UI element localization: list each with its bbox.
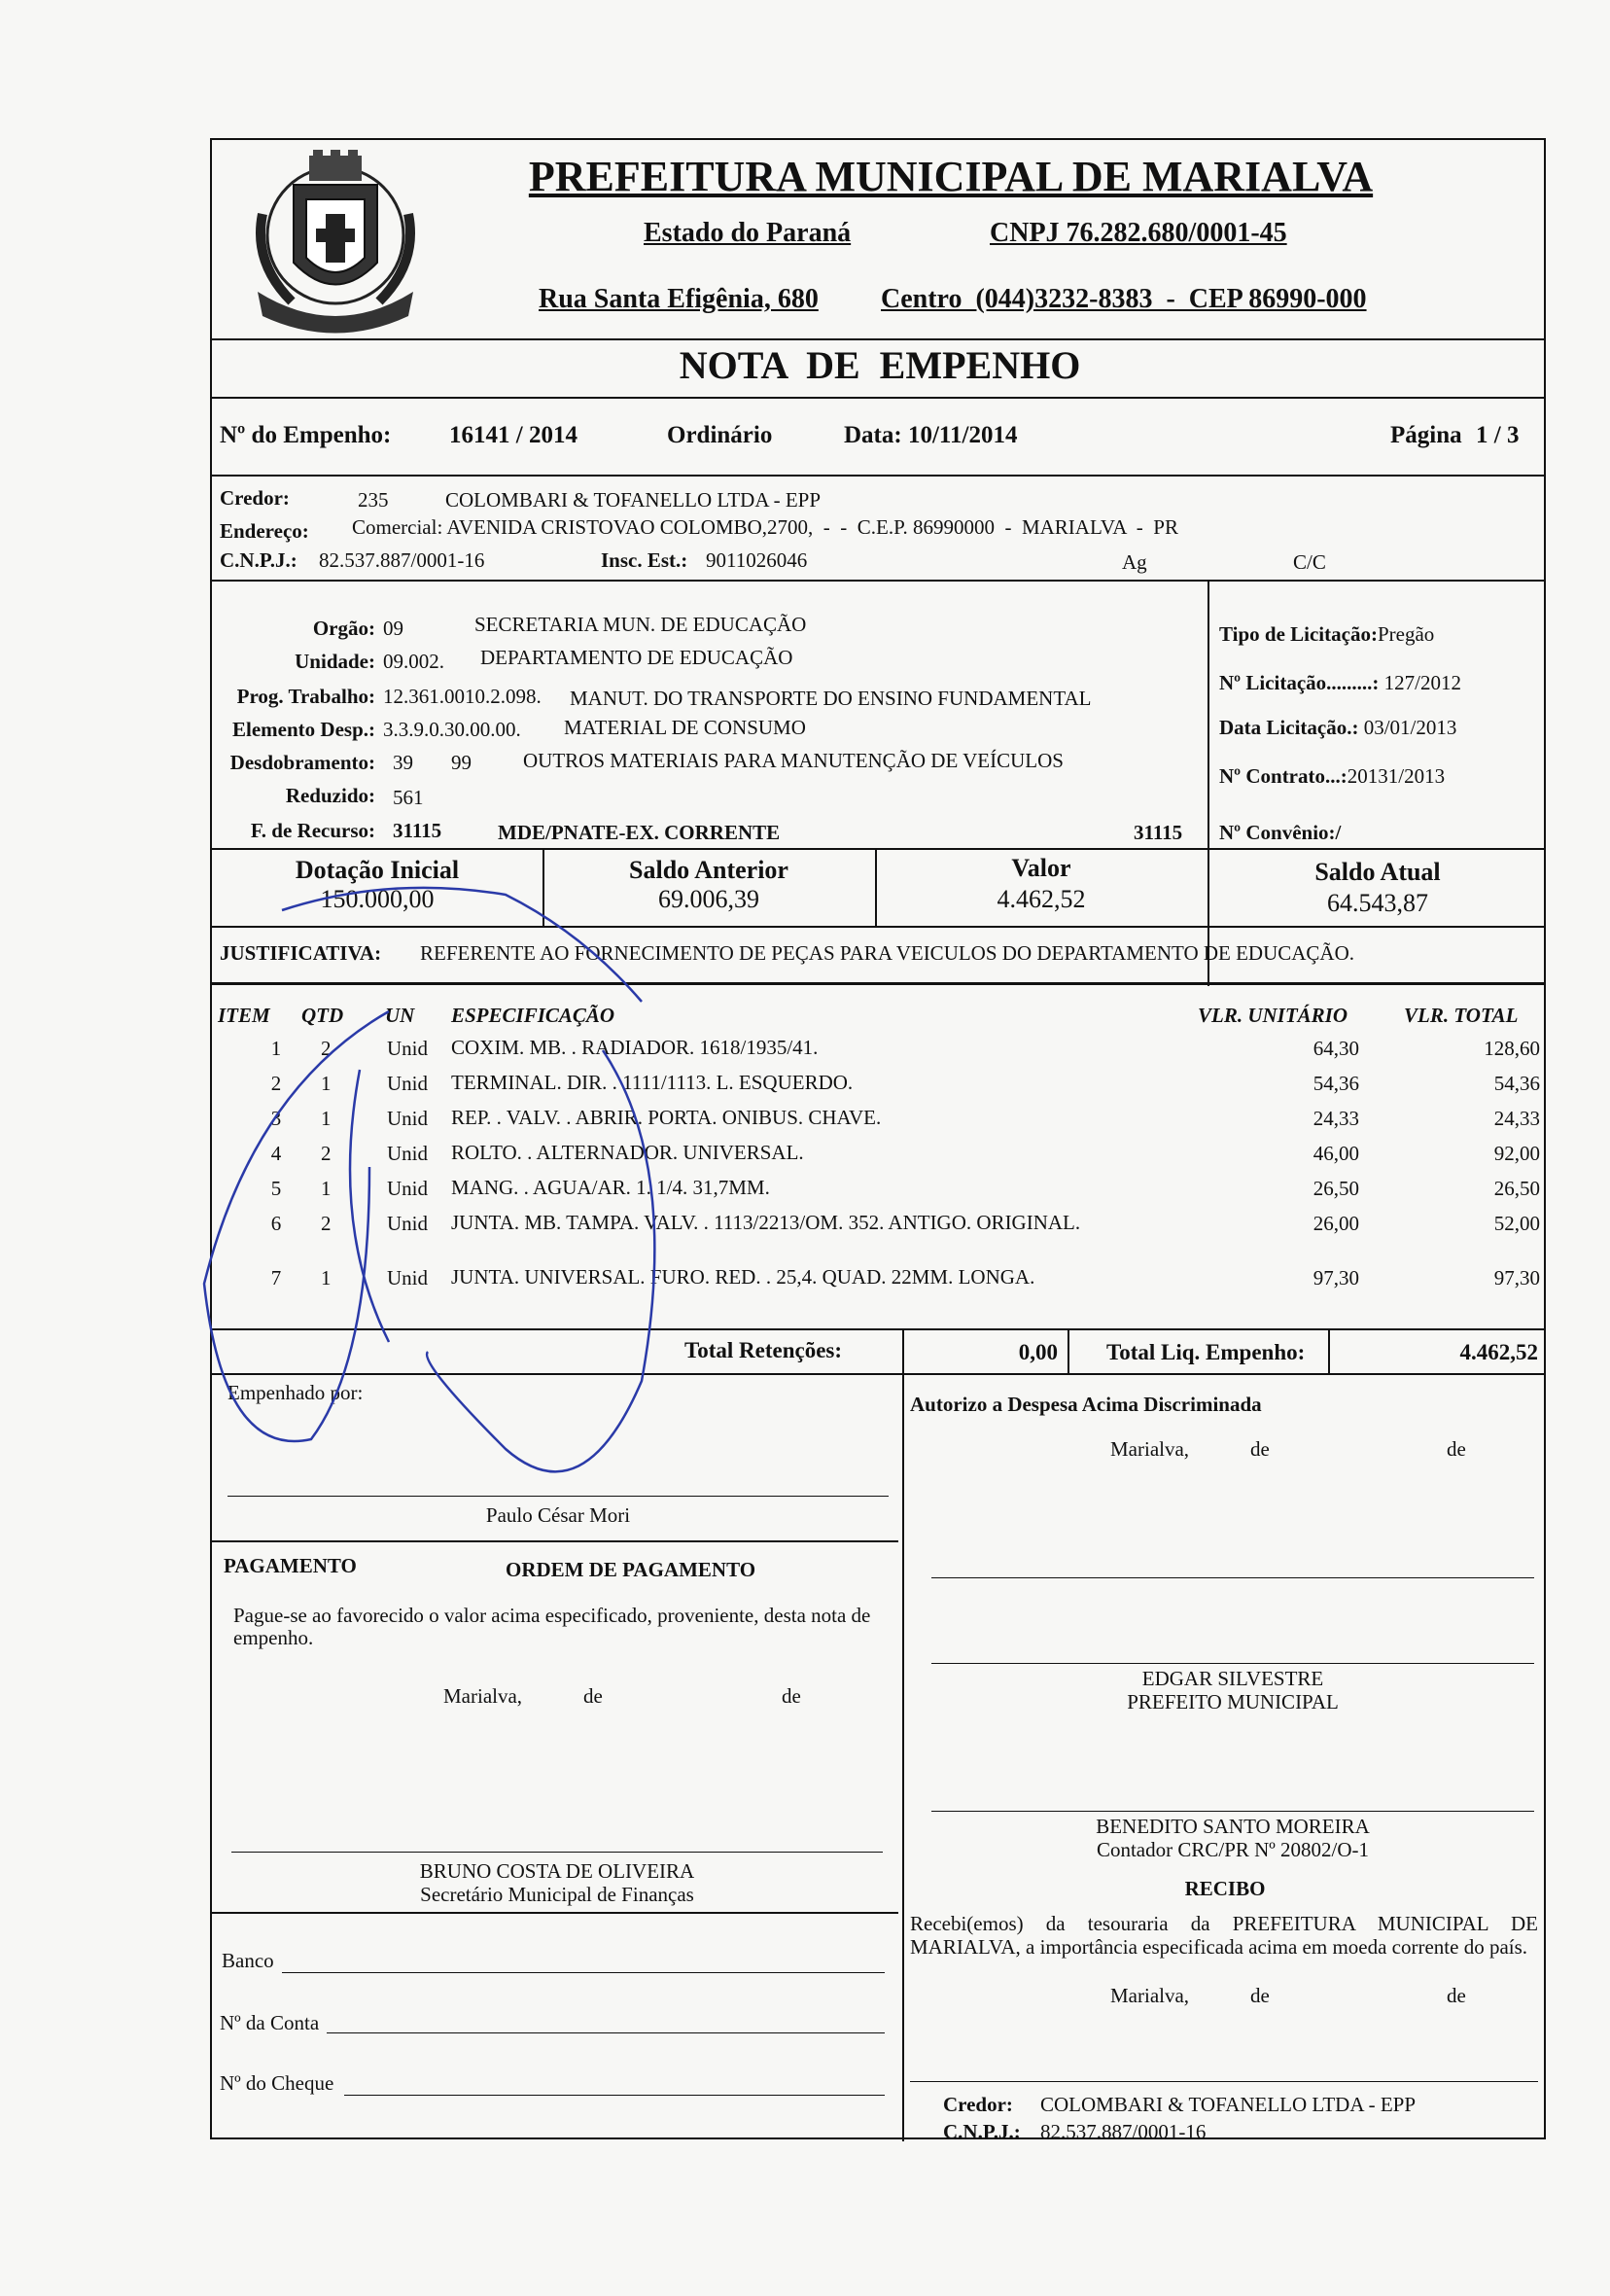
item-number: 2 xyxy=(270,1072,282,1095)
desdobramento-code-b: 99 xyxy=(451,751,472,774)
recibo-cnpj-label: C.N.P.J.: xyxy=(943,2120,1021,2143)
insc-label: Insc. Est.: xyxy=(601,548,688,572)
empenhado-signer: Paulo César Mori xyxy=(485,1503,631,1527)
credor-code: 235 xyxy=(358,488,389,512)
item-total-value: 128,60 xyxy=(1484,1037,1540,1060)
justificativa-label: JUSTIFICATIVA: xyxy=(220,941,382,965)
elemento-label: Elemento Desp.: xyxy=(232,718,375,741)
item-unit-value: 97,30 xyxy=(1312,1266,1359,1289)
credor-label: Credor: xyxy=(220,486,290,510)
document-title: NOTA DE EMPENHO xyxy=(679,343,1081,387)
empenhado-label: Empenhado por: xyxy=(228,1381,364,1404)
dotacao-label: Dotação Inicial xyxy=(295,856,460,884)
desdobramento-label: Desdobramento: xyxy=(229,751,375,774)
ordem-pagamento-label: ORDEM DE PAGAMENTO xyxy=(506,1558,756,1581)
numero-convenio: Nº Convênio:/ xyxy=(1219,821,1342,844)
retencoes-label: Total Retenções: xyxy=(684,1338,843,1362)
item-unit-value: 46,00 xyxy=(1312,1142,1359,1165)
recurso-label: F. de Recurso: xyxy=(250,819,375,842)
credor-name: COLOMBARI & TOFANELLO LTDA - EPP xyxy=(445,488,822,512)
item-total-value: 92,00 xyxy=(1493,1142,1540,1165)
secretario-title: Secretário Municipal de Finanças xyxy=(420,1883,694,1906)
empenho-number-label: Nº do Empenho: xyxy=(220,422,392,448)
empenho-date: Data: 10/11/2014 xyxy=(844,422,1018,448)
retencoes-value: 0,00 xyxy=(1018,1340,1058,1364)
municipality-address: Rua Santa Efigênia, 680 xyxy=(539,284,819,314)
item-specification: ROLTO. . ALTERNADOR. UNIVERSAL. xyxy=(451,1141,804,1164)
prefeito-name: EDGAR SILVESTRE xyxy=(1141,1667,1324,1690)
desdobramento-code-a: 39 xyxy=(393,751,413,774)
col-header-spec: ESPECIFICAÇÃO xyxy=(451,1004,615,1027)
conta-label: Nº da Conta xyxy=(220,2011,320,2034)
col-header-item: ITEM xyxy=(218,1004,270,1027)
contador-title: Contador CRC/PR Nº 20802/O-1 xyxy=(1096,1838,1370,1861)
item-total-value: 24,33 xyxy=(1493,1107,1540,1130)
item-total-value: 26,50 xyxy=(1493,1177,1540,1200)
item-specification: COXIM. MB. . RADIADOR. 1618/1935/41. xyxy=(451,1036,819,1059)
dotacao-value: 150.000,00 xyxy=(320,885,435,913)
recibo-cnpj: 82.537.887/0001-16 xyxy=(1040,2120,1207,2143)
empenho-type: Ordinário xyxy=(667,422,773,448)
autorizo-de-1: de xyxy=(1250,1437,1270,1461)
saldo-atual-label: Saldo Atual xyxy=(1314,858,1441,886)
recurso-code: 31115 xyxy=(393,819,442,842)
item-number: 6 xyxy=(270,1212,282,1235)
item-unit: Unid xyxy=(387,1142,428,1165)
item-total-value: 97,30 xyxy=(1493,1266,1540,1289)
item-number: 5 xyxy=(270,1177,282,1200)
cheque-label: Nº do Cheque xyxy=(220,2071,334,2095)
elemento-name: MATERIAL DE CONSUMO xyxy=(564,716,806,739)
pagamento-text: Pague-se ao favorecido o valor acima especificado, proveniente, desta nota de empenho. xyxy=(233,1604,871,1649)
item-unit-value: 24,33 xyxy=(1312,1107,1359,1130)
desdobramento-name: OUTROS MATERIAIS PARA MANUTENÇÃO DE VEÍCULOS xyxy=(523,749,1064,772)
numero-contrato: Nº Contrato...:20131/2013 xyxy=(1219,764,1446,788)
col-header-un: UN xyxy=(385,1004,415,1027)
item-quantity: 2 xyxy=(321,1037,332,1060)
item-quantity: 2 xyxy=(321,1212,332,1235)
item-total-value: 54,36 xyxy=(1493,1072,1540,1095)
item-quantity: 2 xyxy=(321,1142,332,1165)
saldo-anterior-label: Saldo Anterior xyxy=(629,856,788,884)
contador-name: BENEDITO SANTO MOREIRA xyxy=(1096,1815,1370,1838)
item-unit-value: 26,00 xyxy=(1312,1212,1359,1235)
saldo-anterior-value: 69.006,39 xyxy=(658,885,759,913)
elemento-code: 3.3.9.0.30.00.00. xyxy=(383,718,521,741)
unidade-label: Unidade: xyxy=(295,650,375,673)
recibo-de-2: de xyxy=(1447,1984,1466,2007)
tipo-licitacao: Tipo de Licitação:Pregão xyxy=(1219,622,1435,646)
autorizo-label: Autorizo a Despesa Acima Discriminada xyxy=(910,1393,1262,1416)
item-number: 1 xyxy=(270,1037,282,1060)
empenho-number: 16141 / 2014 xyxy=(449,422,578,448)
municipality-title: PREFEITURA MUNICIPAL DE MARIALVA xyxy=(528,153,1374,200)
col-header-qtd: QTD xyxy=(301,1004,344,1027)
data-licitacao: Data Licitação.: 03/01/2013 xyxy=(1219,716,1457,739)
item-quantity: 1 xyxy=(321,1072,332,1095)
orgao-label: Orgão: xyxy=(312,617,375,640)
item-unit-value: 26,50 xyxy=(1312,1177,1359,1200)
orgao-name: SECRETARIA MUN. DE EDUCAÇÃO xyxy=(474,613,807,636)
recibo-place: Marialva, xyxy=(1110,1984,1190,2007)
recurso-code-2: 31115 xyxy=(1134,821,1183,844)
insc-value: 9011026046 xyxy=(706,548,808,572)
recibo-de-1: de xyxy=(1250,1984,1270,2007)
recibo-label: RECIBO xyxy=(1184,1877,1266,1900)
item-unit: Unid xyxy=(387,1107,428,1130)
credor-address: Comercial: AVENIDA CRISTOVAO COLOMBO,2700, - - C.E.P. 86990000 - MARIALVA - PR xyxy=(352,515,1178,539)
recibo-text: Recebi(emos) da tesouraria da PREFEITURA MUNICIPAL DE MARIALVA, a importância especificada acima em moeda corrente do país. xyxy=(910,1912,1538,1959)
page-label: Página xyxy=(1390,422,1462,448)
prog-code: 12.361.0010.2.098. xyxy=(383,685,542,708)
orgao-code: 09 xyxy=(383,617,403,640)
autorizo-de-2: de xyxy=(1447,1437,1466,1461)
item-quantity: 1 xyxy=(321,1177,332,1200)
credor-cnpj: 82.537.887/0001-16 xyxy=(319,548,485,572)
reduzido-value: 561 xyxy=(393,786,424,809)
secretario-name: BRUNO COSTA DE OLIVEIRA xyxy=(419,1859,695,1883)
reduzido-label: Reduzido: xyxy=(285,784,375,807)
item-total-value: 52,00 xyxy=(1493,1212,1540,1235)
item-specification: JUNTA. UNIVERSAL. FURO. RED. . 25,4. QUAD. 22MM. LONGA. xyxy=(451,1265,1035,1289)
pagamento-de-2: de xyxy=(782,1684,801,1708)
item-quantity: 1 xyxy=(321,1107,332,1130)
agency-label: Ag xyxy=(1122,550,1147,574)
valor-value: 4.462,52 xyxy=(997,885,1086,913)
pagamento-label: PAGAMENTO xyxy=(224,1554,357,1577)
unidade-code: 09.002. xyxy=(383,650,444,673)
item-unit-value: 64,30 xyxy=(1312,1037,1359,1060)
prog-name: MANUT. DO TRANSPORTE DO ENSINO FUNDAMENTAL xyxy=(570,687,1092,710)
item-specification: TERMINAL. DIR. . 1111/1113. L. ESQUERDO. xyxy=(451,1071,854,1094)
banco-label: Banco xyxy=(222,1949,274,1972)
item-unit: Unid xyxy=(387,1177,428,1200)
municipality-contact: Centro (044)3232-8383 - CEP 86990-000 xyxy=(881,284,1367,314)
item-number: 4 xyxy=(270,1142,282,1165)
item-unit: Unid xyxy=(387,1072,428,1095)
item-unit-value: 54,36 xyxy=(1312,1072,1359,1095)
item-unit: Unid xyxy=(387,1037,428,1060)
account-label: C/C xyxy=(1293,550,1326,574)
unidade-name: DEPARTAMENTO DE EDUCAÇÃO xyxy=(480,646,793,669)
state-name: Estado do Paraná xyxy=(644,218,852,248)
item-unit: Unid xyxy=(387,1266,428,1289)
item-quantity: 1 xyxy=(321,1266,332,1289)
municipality-cnpj: CNPJ 76.282.680/0001-45 xyxy=(990,218,1287,248)
valor-label: Valor xyxy=(1011,854,1071,882)
pagamento-de-1: de xyxy=(583,1684,603,1708)
col-header-unit-value: VLR. UNITÁRIO xyxy=(1198,1004,1348,1027)
recurso-name: MDE/PNATE-EX. CORRENTE xyxy=(498,821,781,844)
item-unit: Unid xyxy=(387,1212,428,1235)
credor-cnpj-label: C.N.P.J.: xyxy=(220,548,298,572)
item-number: 7 xyxy=(270,1266,282,1289)
pagamento-place: Marialva, xyxy=(443,1684,523,1708)
numero-licitacao: Nº Licitação.........: 127/2012 xyxy=(1219,671,1461,694)
recibo-credor-label: Credor: xyxy=(943,2093,1013,2116)
recibo-credor-name: COLOMBARI & TOFANELLO LTDA - EPP xyxy=(1040,2093,1417,2116)
col-header-total-value: VLR. TOTAL xyxy=(1404,1004,1519,1027)
address-label: Endereço: xyxy=(220,519,309,543)
item-specification: JUNTA. MB. TAMPA. VALV. . 1113/2213/OM. 352. ANTIGO. ORIGINAL. xyxy=(451,1211,1081,1234)
item-specification: REP. . VALV. . ABRIR. PORTA. ONIBUS. CHAVE. xyxy=(451,1106,882,1129)
saldo-atual-value: 64.543,87 xyxy=(1327,889,1428,917)
item-number: 3 xyxy=(270,1107,282,1130)
prog-label: Prog. Trabalho: xyxy=(236,685,375,708)
item-specification: MANG. . AGUA/AR. 1. 1/4. 31,7MM. xyxy=(451,1176,770,1199)
prefeito-title: PREFEITO MUNICIPAL xyxy=(1127,1690,1339,1713)
total-liquido-value: 4.462,52 xyxy=(1459,1340,1538,1364)
autorizo-place: Marialva, xyxy=(1110,1437,1190,1461)
total-liquido-label: Total Liq. Empenho: xyxy=(1106,1340,1306,1364)
justificativa-text: REFERENTE AO FORNECIMENTO DE PEÇAS PARA VEICULOS DO DEPARTAMENTO DE EDUCAÇÃO. xyxy=(420,941,1355,965)
page-number: 1 / 3 xyxy=(1476,422,1520,448)
